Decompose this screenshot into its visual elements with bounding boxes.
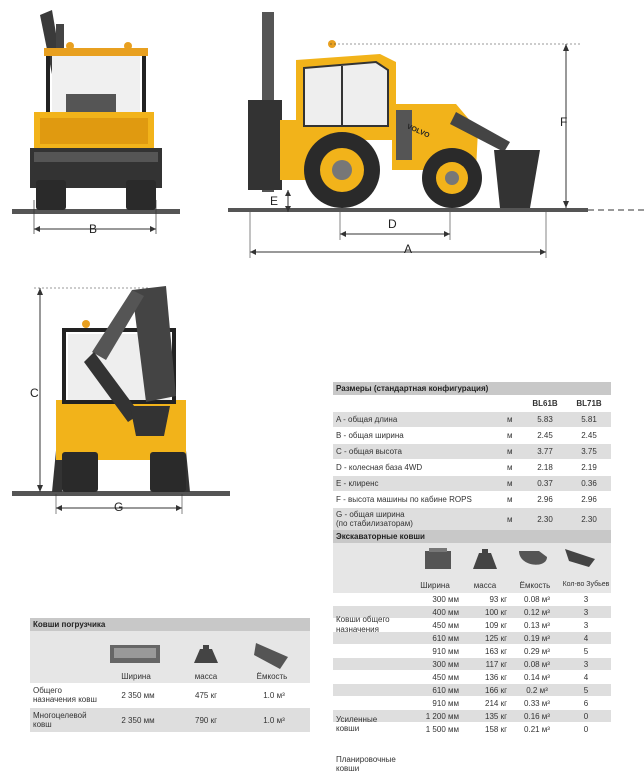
exc-capacity: 0.33 м³ <box>524 698 550 708</box>
dimension-value-bl61b: 2.45 <box>537 431 553 440</box>
dimension-value-bl71b: 2.96 <box>581 495 597 504</box>
exc-mass: 166 кг <box>485 685 507 695</box>
dimension-value-bl61b: 5.83 <box>537 415 553 424</box>
ldr-width: 2 350 мм <box>121 715 155 725</box>
dimension-row <box>333 460 611 476</box>
dimension-label-text: B - общая ширина <box>336 431 404 440</box>
loader-buckets-table <box>30 618 310 733</box>
ldr-capacity-header: Ёмкость <box>256 672 288 681</box>
loader-label-text: Многоцелевой <box>33 711 87 720</box>
exc-capacity: 0.2 м³ <box>526 685 548 695</box>
dimension-value-bl71b: 2.45 <box>581 431 597 440</box>
dimensions-title: Размеры (стандартная конфигурация) <box>333 382 611 395</box>
ldr-width: 2 350 мм <box>121 690 155 700</box>
side-view-machine <box>228 12 644 258</box>
exc-capacity: 0.16 м³ <box>524 711 550 721</box>
dimension-label-text: C - общая высота <box>336 447 402 456</box>
loader-bucket-icon <box>110 645 160 663</box>
dimension-unit: м <box>507 431 513 440</box>
model-bl61b: BL61B <box>532 398 558 408</box>
rear-view-machine <box>12 286 230 514</box>
exc-teeth: 5 <box>583 685 589 695</box>
exc-group-grading: Планировочные ковши <box>336 755 396 773</box>
dimension-label-text: E - клиренс <box>336 479 379 488</box>
loader-capacity-icon <box>254 643 288 669</box>
dimension-value-bl71b: 0.36 <box>581 479 597 488</box>
exc-width: 1 500 мм <box>425 724 459 734</box>
exc-width: 450 мм <box>432 620 459 630</box>
ldr-width-header: Ширина <box>121 672 151 681</box>
dimension-label <box>333 479 507 488</box>
exc-mass-header: масса <box>473 581 497 590</box>
ldr-capacity: 1.0 м³ <box>263 715 285 725</box>
exc-width: 1 200 мм <box>425 711 459 721</box>
loader-label <box>30 711 105 729</box>
exc-mass: 136 кг <box>485 672 507 682</box>
dimension-label <box>333 431 507 440</box>
ldr-mass: 790 кг <box>195 715 217 725</box>
dimension-row <box>333 508 611 531</box>
exc-capacity: 0.29 м³ <box>524 646 550 656</box>
label-c: C <box>30 386 39 400</box>
excavator-row <box>333 593 611 606</box>
dimension-label <box>333 447 507 456</box>
exc-capacity: 0.08 м³ <box>524 594 550 604</box>
dimensions-table <box>333 382 611 531</box>
brand-logo: VOLVO <box>405 123 431 140</box>
dimension-label <box>333 495 507 504</box>
exc-capacity: 0.12 м³ <box>524 607 550 617</box>
excavator-buckets-table <box>333 530 611 773</box>
bucket-capacity-icon <box>519 551 547 565</box>
dimension-row <box>333 476 611 492</box>
dimension-row <box>333 428 611 444</box>
exc-teeth: 5 <box>583 646 589 656</box>
dimension-value-bl71b: 3.75 <box>581 447 597 456</box>
exc-teeth: 3 <box>583 594 589 604</box>
dimension-value-bl61b: 2.96 <box>537 495 553 504</box>
exc-width: 400 мм <box>432 607 459 617</box>
exc-group-general: Ковши общего назначения <box>336 615 390 634</box>
dimension-unit: м <box>507 495 513 504</box>
exc-width-header: Ширина <box>420 581 450 590</box>
exc-width: 300 мм <box>432 594 459 604</box>
dimension-unit: м <box>507 479 513 488</box>
exc-teeth: 3 <box>583 607 589 617</box>
exc-capacity-header: Ёмкость <box>519 581 551 590</box>
exc-teeth: 0 <box>583 711 589 721</box>
front-view-machine <box>12 10 180 234</box>
label-b: B <box>89 222 98 236</box>
dimension-unit: м <box>507 415 513 424</box>
exc-width: 910 мм <box>432 698 459 708</box>
loader-label <box>30 686 105 704</box>
loader-label-text: Общего <box>33 686 62 695</box>
exc-capacity: 0.08 м³ <box>524 659 550 669</box>
label-f: F <box>560 115 568 129</box>
bucket-width-icon <box>425 548 451 569</box>
exc-width: 450 мм <box>432 672 459 682</box>
dimension-row <box>333 444 611 460</box>
dimension-unit: м <box>507 447 513 456</box>
loader-header-row <box>30 631 310 683</box>
exc-capacity: 0.21 м³ <box>524 724 550 734</box>
dimension-label <box>333 463 507 472</box>
exc-mass: 93 кг <box>489 594 507 604</box>
exc-mass: 109 кг <box>485 620 507 630</box>
ldr-mass: 475 кг <box>195 690 217 700</box>
dimensions-header-row <box>333 395 611 412</box>
loader-weight-icon <box>194 645 218 663</box>
exc-width: 610 мм <box>432 633 459 643</box>
ldr-mass-header: масса <box>194 672 218 681</box>
dimension-label-sub: (по стабилизаторам) <box>336 519 413 528</box>
dimension-label-text: G - общая ширина <box>336 510 405 519</box>
excavator-row <box>333 697 611 710</box>
excavator-row <box>333 684 611 697</box>
loader-title: Ковши погрузчика <box>30 618 310 631</box>
dimension-value-bl71b: 2.30 <box>581 514 597 524</box>
dimension-unit: м <box>507 463 513 472</box>
model-bl71b: BL71B <box>576 398 602 408</box>
exc-capacity: 0.14 м³ <box>524 672 550 682</box>
exc-teeth: 3 <box>583 620 589 630</box>
exc-mass: 125 кг <box>485 633 507 643</box>
excavator-header-row <box>333 543 611 593</box>
excavator-title: Экскаваторные ковши <box>333 530 611 543</box>
exc-width: 910 мм <box>432 646 459 656</box>
excavator-row <box>333 645 611 658</box>
dimension-value-bl71b: 5.81 <box>581 415 597 424</box>
exc-mass: 117 кг <box>485 659 507 669</box>
exc-capacity: 0.19 м³ <box>524 633 550 643</box>
dimension-label <box>333 510 507 528</box>
teeth-icon <box>565 549 595 567</box>
exc-mass: 135 кг <box>485 711 507 721</box>
exc-group-heavy: Усиленные ковши <box>336 715 378 733</box>
exc-mass: 100 кг <box>485 607 507 617</box>
exc-teeth: 4 <box>583 672 589 682</box>
dimension-label-text: D - колесная база 4WD <box>336 463 423 472</box>
excavator-row <box>333 658 611 671</box>
label-g: G <box>114 500 124 514</box>
weight-icon <box>473 549 497 569</box>
exc-width: 300 мм <box>432 659 459 669</box>
dimension-value-bl61b: 0.37 <box>537 479 553 488</box>
ldr-capacity: 1.0 м³ <box>263 690 285 700</box>
dimension-row <box>333 412 611 428</box>
label-e: E <box>270 194 279 208</box>
excavator-row <box>333 671 611 684</box>
exc-mass: 214 кг <box>485 698 507 708</box>
dimension-row <box>333 492 611 508</box>
exc-mass: 158 кг <box>485 724 507 734</box>
loader-label-sub: назначения ковш <box>33 695 97 704</box>
label-a: A <box>404 242 413 256</box>
exc-width: 610 мм <box>432 685 459 695</box>
exc-mass: 163 кг <box>485 646 507 656</box>
dimension-unit: м <box>507 514 513 524</box>
exc-teeth-header: Кол-во Зубьев <box>562 581 610 588</box>
exc-teeth: 0 <box>583 724 589 734</box>
dimension-label <box>333 415 507 424</box>
exc-capacity: 0.13 м³ <box>524 620 550 630</box>
dimension-label-text: A - общая длина <box>336 415 398 424</box>
label-d: D <box>388 217 397 231</box>
dimension-value-bl61b: 3.77 <box>537 447 553 456</box>
dimension-label-text: F - высота машины по кабине ROPS <box>336 495 472 504</box>
dimension-value-bl71b: 2.19 <box>581 463 597 472</box>
dimension-value-bl61b: 2.18 <box>537 463 553 472</box>
exc-teeth: 3 <box>583 659 589 669</box>
exc-teeth: 4 <box>583 633 589 643</box>
loader-row <box>30 708 310 733</box>
loader-label-sub: ковш <box>33 720 52 729</box>
exc-teeth: 6 <box>583 698 589 708</box>
dimension-value-bl61b: 2.30 <box>537 514 553 524</box>
loader-row <box>30 683 310 708</box>
